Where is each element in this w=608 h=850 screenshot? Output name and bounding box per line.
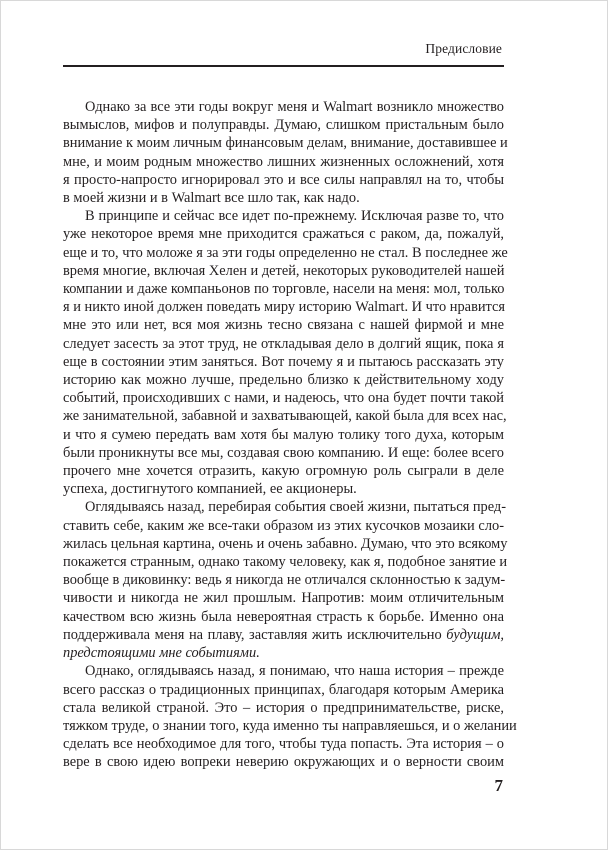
body-text <box>63 98 517 772</box>
text-line: чивости и никогда не жил прошлым. Напротив: моим отличительным <box>63 590 504 607</box>
text-line: же занимательной, забавной и захватывающей, какой была для всех нас, <box>63 408 507 425</box>
italic-segment: будущим, <box>446 626 504 643</box>
text-line: ставить себе, каким же все-таки образом из этих кусочков мозаики сло- <box>63 517 504 534</box>
text-line: сделать все необходимое для того, чтобы туда попасть. Эта история – о <box>63 736 504 753</box>
paragraph-1 <box>63 98 508 207</box>
text-line: вере в свою идею вопреки неверию окружающих и о верности своим <box>63 754 504 771</box>
text-line: тяжком труде, о знании того, куда именно ты направляешься, и о желании <box>63 717 517 734</box>
text-line: еще в состоянии этим заняться. Вот почему я и пытаюсь рассказать эту <box>63 353 504 370</box>
text-line: событий, происходивших с нами, и надеюсь, что она будет почти такой <box>63 390 504 407</box>
text-line: Оглядываясь назад, перебирая события своей жизни, пытаться пред- <box>85 499 507 516</box>
text-line: в моей жизни и в Walmart все шло так, как надо. <box>63 190 360 207</box>
italic-line: предстоящими мне событиями. <box>63 645 260 662</box>
text-line: вымыслов, мифов и полуправды. Думаю, слишком пристальным было <box>63 117 504 134</box>
text-line: я просто-напросто игнорировал это и все силы направлял на то, чтобы <box>63 171 504 188</box>
text-line: качеством всю жизнь была невероятная страсть к борьбе. Именно она <box>63 608 504 625</box>
text-line: Однако за все эти годы вокруг меня и Walmart возникло множество <box>85 99 504 115</box>
text-line: мне это или нет, вся моя жизнь тесно связана с нашей фирмой и мне <box>63 317 504 334</box>
text-line: уже некоторое время мне приходится сражаться с раком, да, пожалуй, <box>63 226 504 243</box>
text-line: я и никто иной должен поведать миру историю Walmart. И что нравится <box>63 299 506 316</box>
text-line: покажется странным, однако такому человеку, как я, подобное занятие и <box>63 554 508 571</box>
text-line: мне, и моим родным множество лишних жизненных осложнений, хотя <box>63 153 504 170</box>
text-line-with-italic <box>63 626 504 644</box>
page-number: 7 <box>494 776 503 795</box>
text-line: В принципе и сейчас все идет по-прежнему. Исключая разве то, что <box>85 208 504 225</box>
text-line: и что я сумею передать вам хотя бы малую толику того духа, которым <box>63 426 504 443</box>
text-line: прочего мне хочется отразить, какую огромную роль сыграли в деле <box>63 463 504 480</box>
text-line: жилась цельная картина, очень и очень забавно. Думаю, что это всякому <box>63 535 508 552</box>
text-line: внимание к моим личным финансовым делам, внимание, доставившее и <box>63 135 508 152</box>
running-header: Предисловие <box>425 41 502 56</box>
text-line: стала великой страной. Это – история о предпринимательстве, риске, <box>63 699 504 716</box>
text-line: следует засесть за этот труд, не откладывая дело в долгий ящик, пока я <box>63 335 504 352</box>
paragraph-4 <box>63 662 517 771</box>
text-line: компании и даже компаньонов по торговле, насели на меня: мол, только <box>63 281 505 298</box>
text-line: Однако, оглядываясь назад, я понимаю, что наша история – прежде <box>85 663 504 680</box>
header-rule <box>63 65 504 67</box>
paragraph-3 <box>63 498 508 662</box>
text-line: всего рассказ о традиционных принципах, благодаря которым Америка <box>63 681 504 698</box>
text-line: вообще в диковинку: ведь я никогда не отличался склонностью к задум- <box>63 572 506 589</box>
text-line: успеха, достигнутого компанией, ее акционеры. <box>63 481 357 498</box>
text-line: время многие, включая Хелен и детей, некоторых руководителей нашей <box>63 262 505 279</box>
paragraph-2 <box>63 207 508 498</box>
text-line: были проникнуты все мы, создавая свою компанию. И еще: более всего <box>63 444 504 461</box>
text-segment: поддерживала меня на плаву, заставляя жить исключительно <box>63 626 442 643</box>
text-line: еще и то, что моложе я за эти годы определенно не стал. В последнее же <box>63 244 508 261</box>
text-line: историю как можно лучше, предельно близко к действительному ходу <box>63 372 504 389</box>
